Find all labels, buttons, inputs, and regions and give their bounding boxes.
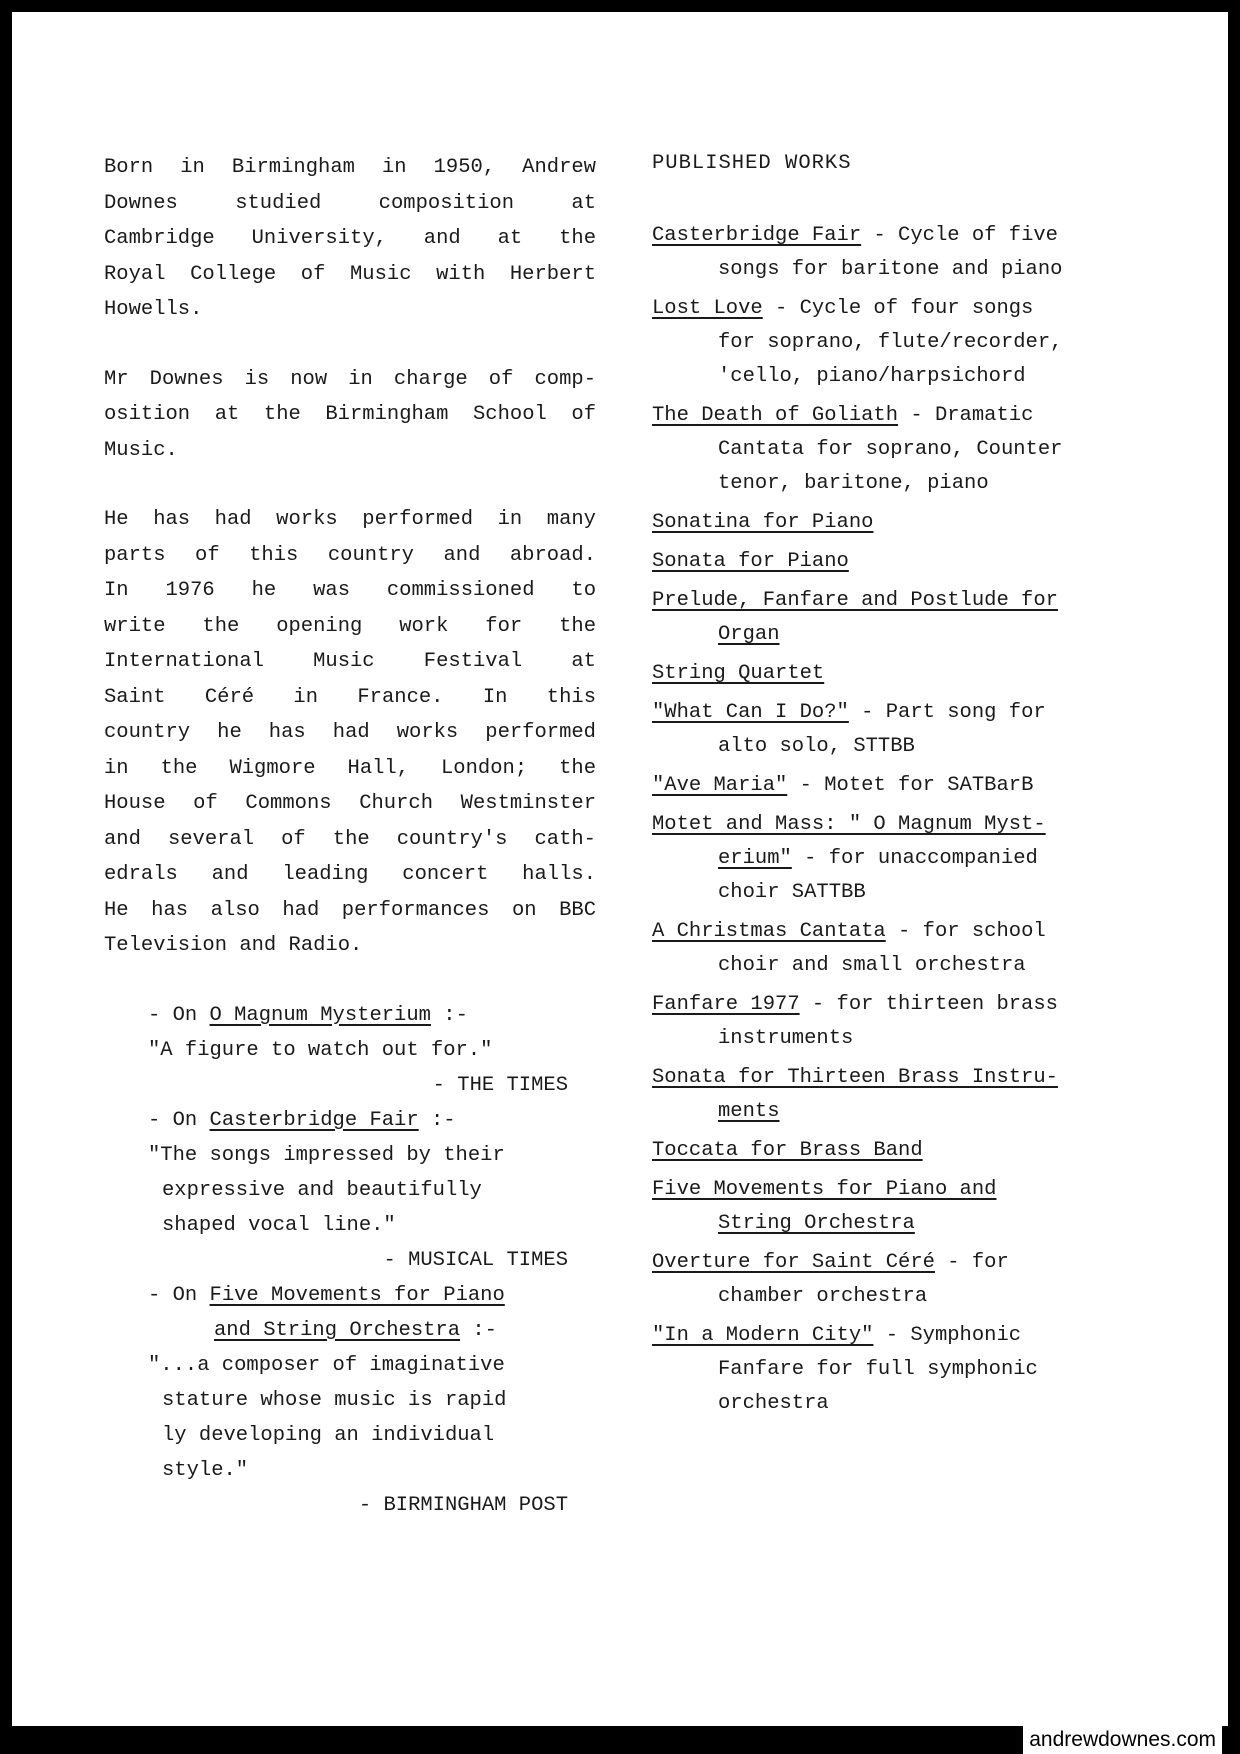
work-title: Organ bbox=[718, 623, 780, 646]
work-description: - Dramatic bbox=[898, 404, 1034, 427]
bio-line: Mr Downes is now in charge of comp- bbox=[104, 367, 596, 391]
work-title: Motet and Mass: " O Magnum Myst- bbox=[652, 813, 1046, 836]
work-first-line bbox=[652, 1246, 1122, 1280]
work-item bbox=[652, 808, 1122, 910]
work-title: Fanfare 1977 bbox=[652, 993, 800, 1016]
work-description: - Cycle of four songs bbox=[762, 297, 1034, 320]
work-first-line bbox=[652, 1134, 1122, 1168]
review-block bbox=[148, 998, 568, 1103]
bio-line: and several of the country's cath- bbox=[104, 827, 596, 851]
work-description: - for bbox=[934, 1251, 1009, 1274]
work-item bbox=[652, 1246, 1122, 1314]
work-description-cont: songs for baritone and piano bbox=[718, 258, 1063, 281]
work-description-cont: Cantata for soprano, Counter bbox=[718, 438, 1063, 461]
work-item bbox=[652, 769, 1122, 803]
work-first-line bbox=[652, 696, 1122, 730]
review-block bbox=[148, 1278, 568, 1523]
work-description: - Part song for bbox=[848, 701, 1046, 724]
work-first-line bbox=[652, 506, 1122, 540]
work-description-cont: for soprano, flute/recorder, bbox=[718, 331, 1063, 354]
work-item bbox=[652, 292, 1122, 394]
review-block bbox=[148, 1103, 568, 1278]
published-works-heading: PUBLISHED WORKS bbox=[652, 152, 852, 175]
work-title-cont bbox=[652, 1207, 1122, 1241]
work-description: - for unaccompanied bbox=[791, 847, 1038, 870]
review-suffix: :- bbox=[472, 1318, 497, 1342]
review-suffix: :- bbox=[430, 1108, 456, 1132]
work-item bbox=[652, 915, 1122, 983]
work-description-cont: choir SATTBB bbox=[718, 881, 866, 904]
work-title: The Death of Goliath bbox=[652, 404, 899, 427]
work-first-line bbox=[652, 1319, 1122, 1353]
work-first-line bbox=[652, 1061, 1122, 1095]
work-description-cont: instruments bbox=[718, 1027, 854, 1050]
bio-line: Television and Radio. bbox=[104, 934, 363, 957]
review-work-title: Casterbridge Fair bbox=[209, 1108, 419, 1132]
review-work-title: and String Orchestra bbox=[214, 1318, 461, 1342]
work-title: "Ave Maria" bbox=[652, 774, 788, 797]
site-watermark: andrewdownes.com bbox=[1023, 1726, 1222, 1754]
work-description: - for school bbox=[885, 920, 1046, 943]
bio-line: Music. bbox=[104, 438, 178, 462]
work-title: "What Can I Do?" bbox=[652, 701, 849, 724]
review-intro bbox=[148, 1278, 568, 1313]
bio-paragraph-2 bbox=[104, 362, 596, 469]
work-first-line bbox=[652, 219, 1122, 253]
work-first-line bbox=[652, 584, 1122, 618]
work-first-line bbox=[652, 915, 1122, 949]
work-description-cont: tenor, baritone, piano bbox=[718, 472, 989, 495]
review-source: - BIRMINGHAM POST bbox=[358, 1493, 568, 1517]
work-item bbox=[652, 219, 1122, 287]
review-quote-line: stature whose music is rapid bbox=[162, 1388, 507, 1412]
work-item bbox=[652, 657, 1122, 691]
work-description-cont: Fanfare for full symphonic bbox=[718, 1358, 1038, 1381]
bio-line: International Music Festival at bbox=[104, 650, 596, 673]
work-description: - Cycle of five bbox=[861, 224, 1058, 247]
bio-line: Born in Birmingham in 1950, Andrew bbox=[104, 156, 596, 179]
bio-line: write the opening work for the bbox=[104, 614, 596, 638]
review-quote-line: expressive and beautifully bbox=[162, 1178, 482, 1202]
work-first-line bbox=[652, 769, 1122, 803]
review-work-title: O Magnum Mysterium bbox=[209, 1003, 431, 1027]
bio-line: Saint Céré in France. In this bbox=[104, 685, 596, 709]
work-title: String Quartet bbox=[652, 662, 825, 685]
review-suffix: :- bbox=[443, 1003, 468, 1027]
review-quote-line: ly developing an individual bbox=[162, 1423, 495, 1447]
work-item bbox=[652, 1061, 1122, 1129]
work-item bbox=[652, 399, 1122, 501]
work-description: - for thirteen brass bbox=[799, 993, 1058, 1016]
review-quote-line: "The songs impressed by their bbox=[148, 1143, 505, 1167]
bio-line: He has also had performances on BBC bbox=[104, 898, 596, 922]
bio-line: House of Commons Church Westminster bbox=[104, 792, 596, 815]
work-title: A Christmas Cantata bbox=[652, 920, 886, 943]
review-prefix: - On bbox=[148, 1003, 198, 1027]
bio-line: Cambridge University, and at the bbox=[104, 227, 596, 250]
work-first-line bbox=[652, 1173, 1122, 1207]
work-title: Sonata for Thirteen Brass Instru- bbox=[652, 1066, 1058, 1089]
review-intro bbox=[148, 998, 568, 1033]
work-item bbox=[652, 696, 1122, 764]
published-works-column bbox=[652, 152, 1122, 1426]
work-item bbox=[652, 584, 1122, 652]
bio-line: Howells. bbox=[104, 298, 203, 321]
work-title: Prelude, Fanfare and Postlude for bbox=[652, 589, 1058, 612]
work-title: Overture for Saint Céré bbox=[652, 1251, 935, 1274]
bio-line: Royal College of Music with Herbert bbox=[104, 262, 596, 286]
bio-line: Downes studied composition at bbox=[104, 191, 596, 215]
review-quote-line: style." bbox=[162, 1458, 249, 1482]
work-first-line bbox=[652, 808, 1122, 842]
work-description: - Motet for SATBarB bbox=[787, 774, 1034, 797]
work-description-cont: chamber orchestra bbox=[718, 1285, 928, 1308]
work-description: - Symphonic bbox=[873, 1324, 1022, 1347]
work-item bbox=[652, 1134, 1122, 1168]
biography-column bbox=[104, 150, 596, 1523]
work-title-cont bbox=[652, 842, 1122, 876]
work-title-cont bbox=[652, 618, 1122, 652]
review-quote-line: shaped vocal line." bbox=[162, 1213, 396, 1237]
work-title: Lost Love bbox=[652, 297, 763, 320]
review-source: - THE TIMES bbox=[432, 1073, 568, 1097]
work-first-line bbox=[652, 399, 1122, 433]
review-work-title: Five Movements for Piano bbox=[209, 1283, 505, 1307]
work-item bbox=[652, 1319, 1122, 1421]
work-title: Sonata for Piano bbox=[652, 550, 849, 573]
work-title: Five Movements for Piano and bbox=[652, 1178, 997, 1201]
bio-line: In 1976 he was commissioned to bbox=[104, 579, 596, 602]
work-title-cont bbox=[652, 1095, 1122, 1129]
review-intro bbox=[148, 1103, 568, 1138]
work-item bbox=[652, 545, 1122, 579]
work-description-cont: choir and small orchestra bbox=[718, 954, 1026, 977]
review-quote-line: "A figure to watch out for." bbox=[148, 1038, 493, 1062]
bio-line: osition at the Birmingham School of bbox=[104, 403, 596, 426]
work-item bbox=[652, 1173, 1122, 1241]
work-first-line bbox=[652, 657, 1122, 691]
work-description-cont: orchestra bbox=[718, 1392, 829, 1415]
review-work-title-cont bbox=[148, 1313, 568, 1348]
document-page bbox=[12, 12, 1228, 1726]
work-title: String Orchestra bbox=[718, 1212, 915, 1235]
works-list bbox=[652, 219, 1122, 1421]
review-quote-line: "...a composer of imaginative bbox=[148, 1353, 505, 1377]
bio-paragraph-1 bbox=[104, 150, 596, 328]
bio-line: edrals and leading concert halls. bbox=[104, 863, 596, 886]
work-title: Toccata for Brass Band bbox=[652, 1139, 923, 1162]
work-item bbox=[652, 988, 1122, 1056]
bio-line: in the Wigmore Hall, London; the bbox=[104, 756, 596, 780]
work-title: "In a Modern City" bbox=[652, 1324, 874, 1347]
bio-line: country he has had works performed bbox=[104, 721, 596, 744]
bio-paragraph-3 bbox=[104, 502, 596, 964]
work-title: ments bbox=[718, 1100, 780, 1123]
work-first-line bbox=[652, 292, 1122, 326]
bio-line: parts of this country and abroad. bbox=[104, 543, 596, 567]
work-item bbox=[652, 506, 1122, 540]
review-prefix: - On bbox=[148, 1108, 198, 1132]
work-title: erium" bbox=[718, 847, 792, 870]
work-first-line bbox=[652, 988, 1122, 1022]
work-title: Casterbridge Fair bbox=[652, 224, 862, 247]
bio-line: He has had works performed in many bbox=[104, 508, 596, 531]
work-first-line bbox=[652, 545, 1122, 579]
press-reviews bbox=[104, 998, 568, 1523]
work-description-cont: alto solo, STTBB bbox=[718, 735, 915, 758]
work-title: Sonatina for Piano bbox=[652, 511, 874, 534]
work-description-cont: 'cello, piano/harpsichord bbox=[718, 365, 1026, 388]
review-source: - MUSICAL TIMES bbox=[383, 1248, 568, 1272]
review-prefix: - On bbox=[148, 1283, 198, 1307]
